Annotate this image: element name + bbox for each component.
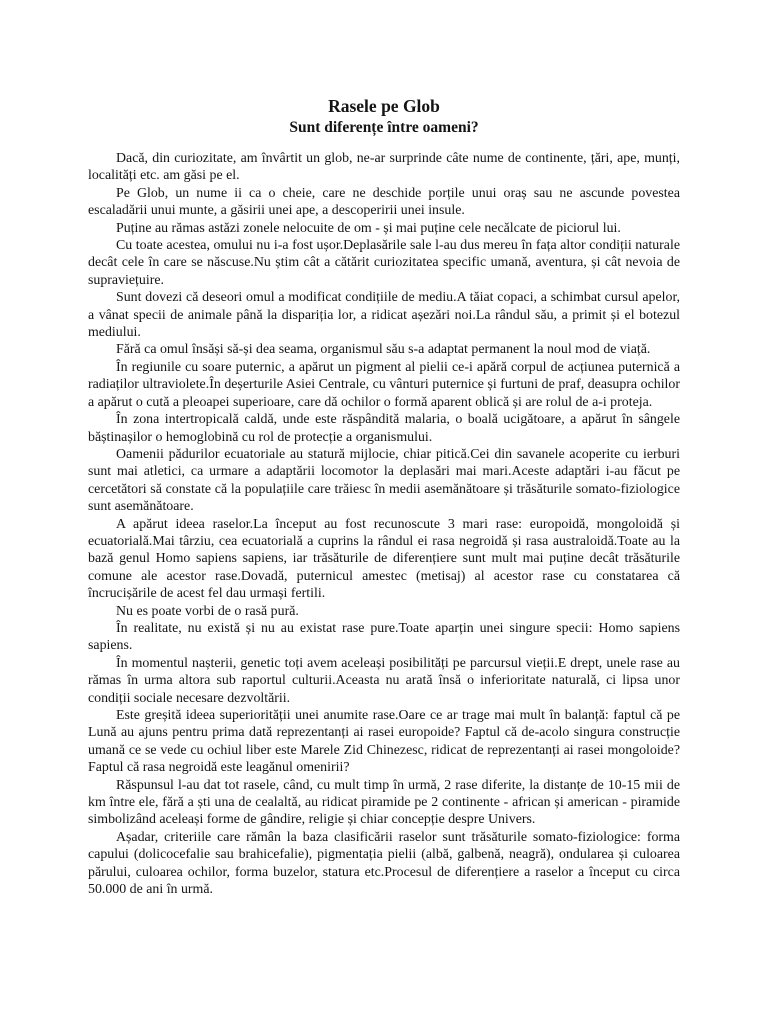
paragraph: Fără ca omul însăși să-și dea seama, organismul său s-a adaptat permanent la noul mod de viață. bbox=[116, 342, 651, 358]
paragraph: Sunt dovezi că deseori omul a modificat condițiile de mediu.A tăiat copaci, a schimbat cursul apelor, a vânat specii de animale până la dispariția lor, a ridicat așezări noi.La rândul său, a primit și el botezul mediului. bbox=[88, 290, 680, 341]
paragraph: În regiunile cu soare puternic, a apărut un pigment al pielii ce-i apără corpul de acțiunea puternică a radiaților ultraviolete.În deșerturile Asiei Centrale, cu vânturi puternice și furtuni de praf, deasupra ochilor a apărut o cută a pleoapei superioare, care dă ochilor o formă aparent oblică și are rolul de a-i proteja. bbox=[88, 359, 680, 410]
paragraph: Oamenii pădurilor ecuatoriale au statură mijlocie, chiar pitică.Cei din savanele acoperite cu ierburi sunt mai atletici, ca urmare a adaptării locomotor la deplasări mai mari.Aceste adaptări i-au făcut pe cercetători să constate că la populațiile care trăiesc în medii asemănătoare și trăsăturile somato-fiziologice sunt asemănătoare. bbox=[88, 446, 680, 515]
paragraph: A apărut ideea raselor.La început au fost recunoscute 3 mari rase: europoidă, mongoloidă și ecuatorială.Mai târziu, cea ecuatorială a cuprins la rândul ei rasa negroidă și rasa australoidă.Toate au la bază genul Homo sapiens sapiens, iar trăsăturile de diferențiere sunt mult mai puține decât trăsăturile comune ale acestor rase.Dovadă, puternicul amestec (metisaj) al acestor rase cu constatarea că încrucișările de acest fel dau urmași fertili. bbox=[88, 516, 680, 602]
paragraph: Este greșită ideea superiorității unei anumite rase.Oare ce ar trage mai mult în balanță: faptul că pe Lună au ajuns pentru prima dată reprezentanți ai rasei europoide? Faptul că de-acolo singura construcție umană ce se vede cu ochiul liber este Marele Zid Chinezesc, ridicat de reprezentanți ai rasei mongoloide? Faptul că rasa negroidă este leagănul omenirii? bbox=[88, 708, 680, 776]
page-title: Rasele pe Glob bbox=[328, 96, 440, 116]
page-subtitle: Sunt diferențe între oameni? bbox=[289, 119, 479, 136]
document-body bbox=[88, 150, 680, 898]
paragraph: Cu toate acestea, omului nu i-a fost ușor.Deplasările sale l-au dus mereu în fața altor condiții naturale decât cele în care se născuse.Nu știm cât a cătărit curiozitatea specific umană, aventura, și cât nevoia de supraviețuire. bbox=[88, 238, 680, 288]
paragraph: În realitate, nu există și nu au existat rase pure.Toate aparțin unei singure specii: Homo sapiens sapiens. bbox=[88, 620, 680, 654]
paragraph: În momentul nașterii, genetic toți avem aceleași posibilități pe parcursul vieții.E drept, unele rase au rămas în urma altora sub raportul culturii.Aceasta nu arată însă o inferioritate naturală, ci lipsa unor condiții sociale necesare dezvoltării. bbox=[88, 655, 680, 706]
paragraph: În zona intertropicală caldă, unde este răspândită malaria, o boală ucigătoare, a apărut în sângele băștinașilor o hemoglobină cu rol de protecție a organismului. bbox=[88, 412, 680, 445]
paragraph: Puține au rămas astăzi zonele nelocuite de om - și mai puține cele necălcate de piciorul lui. bbox=[116, 220, 621, 236]
paragraph: Așadar, criteriile care rămân la baza clasificării raselor sunt trăsăturile somato-fiziologice: forma capului (dolicocefalie sau brahicefalie), pigmentația pielii (albă, galbenă, neagră), ondularea și culoarea părului, culoarea ochilor, forma buzelor, statura etc.Procesul de diferențiere a raselor a început cu circa 50.000 de ani în urmă. bbox=[88, 829, 680, 898]
paragraph: Pe Glob, un nume ii ca o cheie, care ne deschide porțile unui oraș sau ne ascunde povestea escaladării unui munte, a găsirii unei ape, a descoperirii unei insule. bbox=[88, 185, 680, 219]
paragraph: Răspunsul l-au dat tot rasele, când, cu mult timp în urmă, 2 rase diferite, la distanțe de 10-15 mii de km între ele, fără a ști una de cealaltă, au ridicat piramide pe 2 continente - african și american - piramide simbolizând aceleași forme de gândire, religie și chiar concepție despre Univers. bbox=[88, 777, 680, 828]
paragraph: Nu es poate vorbi de o rasă pură. bbox=[116, 603, 299, 619]
paragraph: Dacă, din curiozitate, am învârtit un glob, ne-ar surprinde câte nume de continente, țări, ape, munți, localități etc. am găsi pe el. bbox=[88, 151, 680, 184]
